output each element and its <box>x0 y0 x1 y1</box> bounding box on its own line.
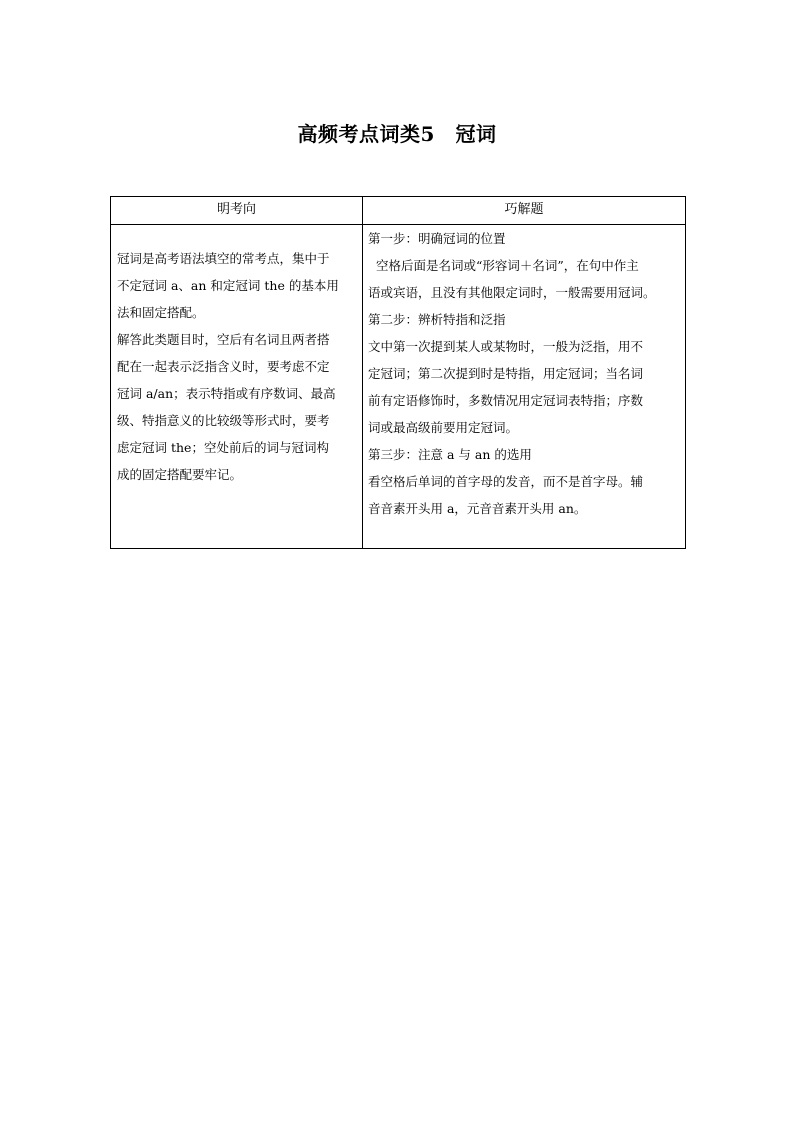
text-line: 看空格后单词的首字母的发音，而不是首字母。辅 <box>368 474 644 489</box>
text-line: 冠词是高考语法填空的常考点，集中于 <box>117 251 330 266</box>
guide-table <box>110 196 686 549</box>
text-line: 冠词 a/an；表示特指或有序数词、最高 <box>117 386 336 401</box>
text-line: 音音素开头用 a，元音音素开头用 an。 <box>368 501 587 516</box>
text-line: 成的固定搭配要牢记。 <box>117 467 243 482</box>
text-line: 语或宾语，且没有其他限定词时，一般需要用冠词。 <box>368 285 656 300</box>
header-solution-tips: 巧解题 <box>363 197 686 225</box>
text-line: 配在一起表示泛指含义时，要考虑不定 <box>117 359 330 374</box>
text-line: 级、特指意义的比较级等形式时，要考 <box>117 413 330 428</box>
solution-tips-cell <box>363 225 686 549</box>
exam-direction-cell <box>111 225 363 549</box>
text-line: 定冠词；第二次提到时是特指，用定冠词；当名词 <box>368 366 644 381</box>
text-line: 文中第一次提到某人或某物时，一般为泛指，用不 <box>368 339 644 354</box>
step-heading: 第三步：注意 a 与 an 的选用 <box>368 447 532 462</box>
header-exam-direction: 明考向 <box>111 197 363 225</box>
text-line: 前有定语修饰时，多数情况用定冠词表特指；序数 <box>368 393 644 408</box>
page-title: 高频考点词类5 冠词 <box>297 122 497 146</box>
text-line: 空格后面是名词或“形容词＋名词”，在句中作主 <box>368 258 639 273</box>
text-line: 虑定冠词 the；空处前后的词与冠词构 <box>117 440 329 455</box>
step-heading: 第一步：明确冠词的位置 <box>368 231 506 246</box>
text-line: 解答此类题目时，空后有名词且两者搭 <box>117 332 330 347</box>
table-row <box>111 225 686 549</box>
text-line: 词或最高级前要用定冠词。 <box>368 420 519 435</box>
table-header-row <box>111 197 686 225</box>
step-heading: 第二步：辨析特指和泛指 <box>368 312 506 327</box>
text-line: 法和固定搭配。 <box>117 305 205 320</box>
text-line: 不定冠词 a、an 和定冠词 the 的基本用 <box>117 278 339 293</box>
